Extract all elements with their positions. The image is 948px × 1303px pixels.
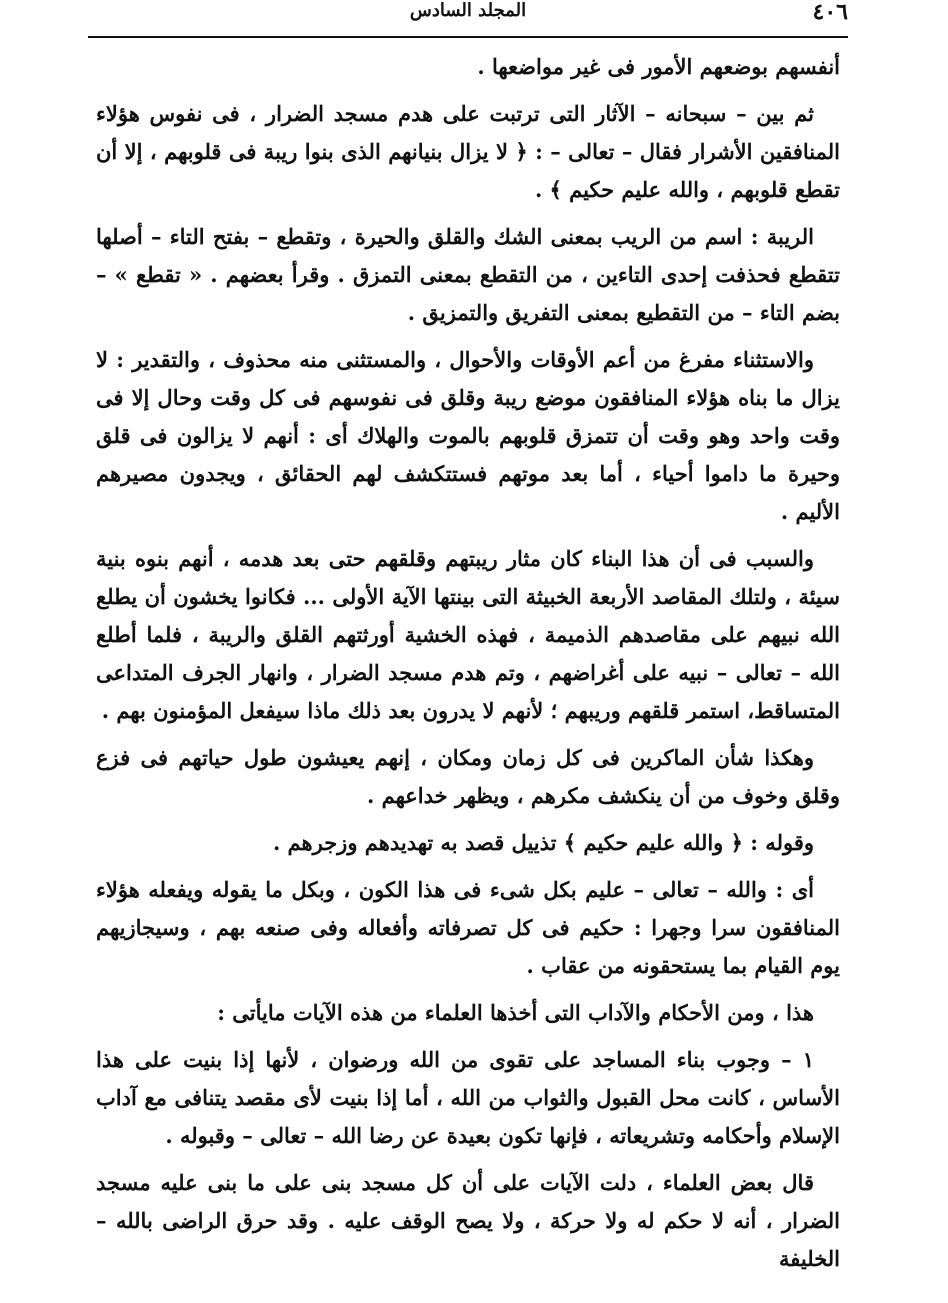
volume-title: المجلد السادس [409, 0, 527, 21]
paragraph-8: أى : والله – تعالى – عليم بكل شىء فى هذا الكون ، وبكل ما يقوله ويفعله هؤلاء المنافقون سرا وجهرا : حكيم فى كل تصرفاته وأفعاله وفى صنعه بهم ، وسيجازيهم يوم القيام بما يستحقونه من عقاب . [96, 877, 840, 978]
paragraph-7: وقوله : ﴿ والله عليم حكيم ﴾ تذييل قصد به تهديدهم وزجرهم . [272, 830, 814, 855]
paragraph-3: الريبة : اسم من الريب بمعنى الشك والقلق والحيرة ، وتقطع – بفتح التاء – أصلها تتقطع فحذفت إحدى التاءين ، من التقطع بمعنى التمزق . وقرأ بعضهم . « تقطع » – بضم التاء – من التقطيع بمعنى التفريق والتمزيق . [96, 224, 840, 325]
paragraph-2: ثم بين – سبحانه – الآثار التى ترتبت على هدم مسجد الضرار ، فى نفوس هؤلاء المنافقين الأشرار فقال – تعالى – : ﴿ لا يزال بنيانهم الذى بنوا ريبة فى قلوبهم ، إلا أن تقطع قلوبهم ، والله عليم حكيم ﴾ . [96, 101, 840, 202]
header-rule [88, 36, 848, 38]
paragraph-11: قال بعض العلماء ، دلت الآيات على أن كل مسجد بنى على ما بنى عليه مسجد الضرار ، أنه لا حكم له ولا حركة ، ولا يصح الوقف عليه . وقد حرق الراضى بالله – الخليفة [96, 1170, 840, 1271]
paragraph-10: ١ – وجوب بناء المساجد على تقوى من الله ورضوان ، لأنها إذا بنيت على هذا الأساس ، كانت محل القبول والثواب من الله ، أما إذا بنيت لأى مقصد يتنافى مع آداب الإسلام وأحكامه وتشريعاته ، فإنها تكون بعيدة عن رضا الله – تعالى – وقبوله . [96, 1047, 840, 1148]
body-text [96, 48, 840, 1287]
paragraph-1: أنفسهم بوضعهم الأمور فى غير مواضعها . [477, 54, 840, 79]
paragraph-9: هذا ، ومن الأحكام والآداب التى أخذها العلماء من هذه الآيات مايأتى : [217, 1000, 814, 1025]
page-number: ٤٠٦ [812, 0, 848, 25]
paragraph-5: والسبب فى أن هذا البناء كان مثار ريبتهم وقلقهم حتى بعد هدمه ، أنهم بنوه بنية سيئة ، ولتلك المقاصد الأربعة الخبيثة التى بينتها الآية الأولى ... فكانوا يخشون أن يطلع الله نبيهم على مقاصدهم الذميمة ، فهذه الخشية أورثتهم القلق والريبة ، فلما أطلع الله – تعالى – نبيه على أغراضهم ، وتم هدم مسجد الضرار ، وانهار الجرف المتداعى المتساقط، استمر قلقهم وريبهم ؛ لأنهم لا يدرون بعد ذلك ماذا سيفعل المؤمنون بهم . [96, 546, 840, 723]
running-header [88, 0, 848, 34]
paragraph-4: والاستثناء مفرغ من أعم الأوقات والأحوال ، والمستثنى منه محذوف ، والتقدير : لا يزال ما بناه هؤلاء المنافقون موضع ريبة وقلق فى نفوسهم فى كل وقت وحال إلا فى وقت واحد وهو وقت أن تتمزق قلوبهم بالموت والهلاك أى : أنهم لا يزالون فى قلق وحيرة ما داموا أحياء ، أما بعد موتهم فستتكشف لهم الحقائق ، ويجدون مصيرهم الأليم . [96, 347, 840, 524]
paragraph-6: وهكذا شأن الماكرين فى كل زمان ومكان ، إنهم يعيشون طول حياتهم فى فزع وقلق وخوف من أن ينكشف مكرهم ، ويظهر خداعهم . [96, 745, 840, 808]
